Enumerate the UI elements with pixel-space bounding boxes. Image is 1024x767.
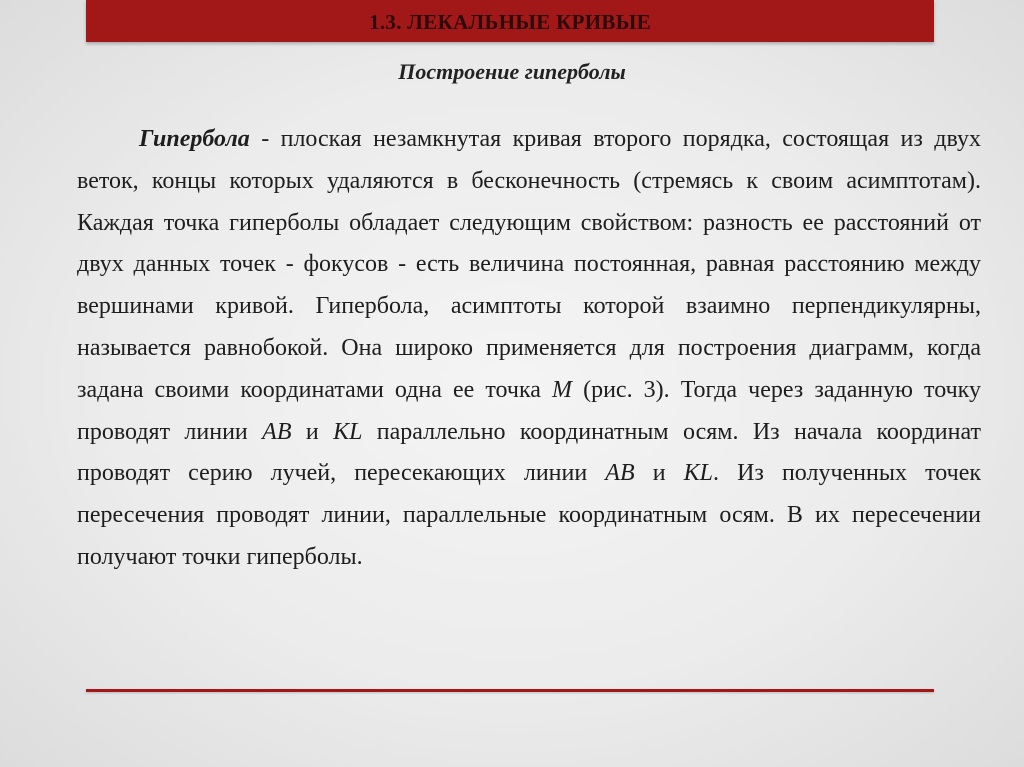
symbol-kl: KL [333, 418, 363, 445]
symbol-ab: AB [605, 460, 635, 487]
symbol-m: M [552, 376, 573, 403]
symbol-ab: AB [262, 418, 292, 445]
paragraph-text-1: - плоская незамкнутая кривая второго порядка, состоящая из двух веток, концы которых удаляются в бесконечность (стремясь к своим асимптотам). Каждая точка гиперболы обладает следующим свойством: разность ее расстояний от двух данных точек - фокусов - есть величина постоянная, равная расстоянию между вершинами кривой. Гипербола, асимптоты которой взаимно перпендикулярны, называется равнобокой. Она широко применяется для построения диаграмм, когда задана своими координатами одна ее точка [77, 126, 981, 403]
paragraph-text-4: параллельно координатным осям. Из начала координат проводят серию лучей, пересекающих линии [77, 418, 982, 487]
section-subtitle: Построение гиперболы [398, 59, 626, 84]
bottom-divider [86, 689, 934, 692]
defined-term: Гипербола [139, 126, 250, 152]
paragraph-text-6: . Из полученных точек пересечения проводят линии, параллельные координатным осям. В их пересечении получают точки гиперболы. [77, 460, 982, 570]
paragraph-text-3: и [291, 418, 334, 445]
symbol-kl: KL [683, 460, 713, 487]
header-bar [86, 0, 934, 42]
paragraph-text-5: и [634, 460, 684, 487]
body-paragraph [77, 119, 981, 579]
paragraph-text-2: (рис. 3). Тогда через заданную точку проводят линии [77, 376, 981, 445]
header-title: 1.3. ЛЕКАЛЬНЫЕ КРИВЫЕ [369, 9, 651, 34]
